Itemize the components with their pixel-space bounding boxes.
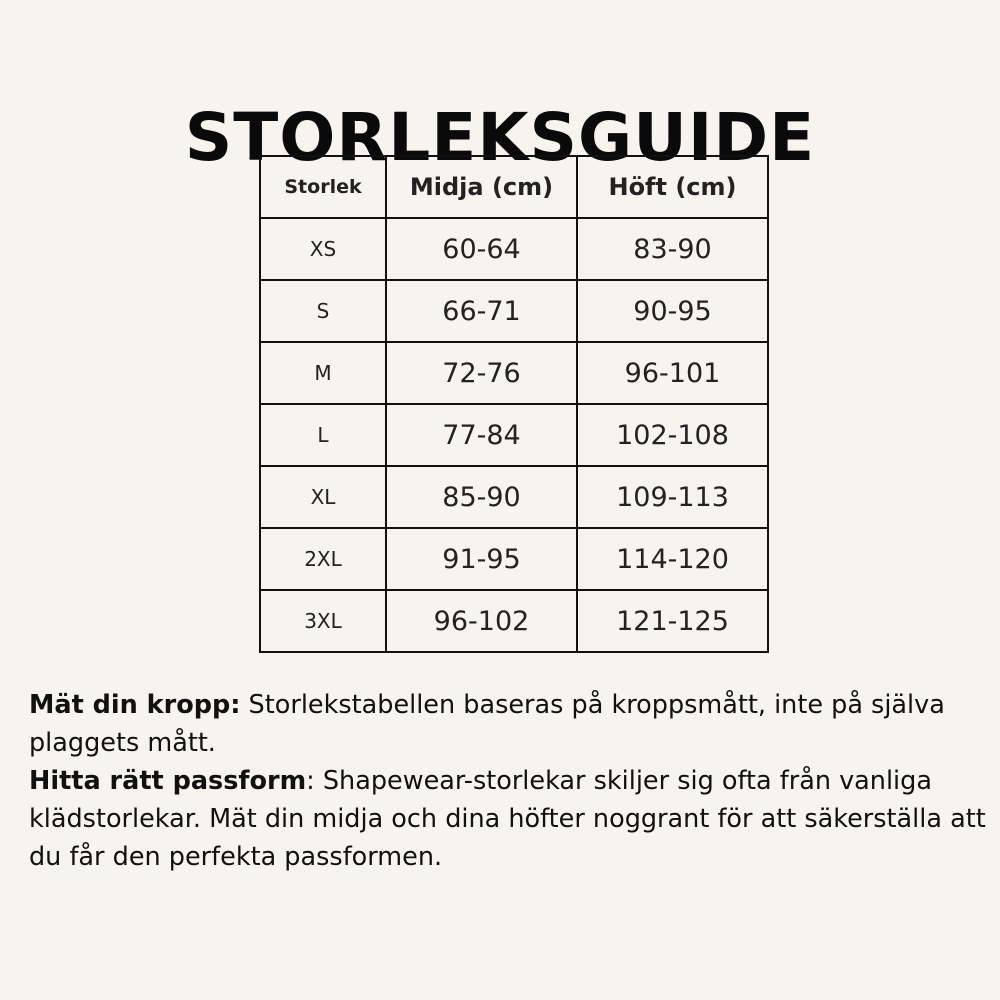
page-title: STORLEKSGUIDE (184, 99, 816, 177)
table-row (260, 218, 768, 280)
table-row (260, 280, 768, 342)
waist-cell: 60-64 (386, 218, 577, 280)
fit-text: : Shapewear-storlekar skiljer sig ofta från vanliga klädstorlekar. Mät din midja och dina höfter noggrant för att säkerställa att du får den perfekta passformen. (29, 766, 986, 872)
hip-cell: 102-108 (577, 404, 768, 466)
fit-label: Hitta rätt passform (29, 766, 307, 796)
measure-text: Storlekstabellen baseras på kroppsmått, inte på själva plaggets mått. (29, 690, 945, 758)
table-row (260, 404, 768, 466)
hip-cell: 121-125 (577, 590, 768, 652)
waist-cell: 72-76 (386, 342, 577, 404)
table-row (260, 466, 768, 528)
hip-cell: 109-113 (577, 466, 768, 528)
table-row (260, 590, 768, 652)
size-cell: XS (260, 218, 386, 280)
measure-label: Mät din kropp: (29, 690, 241, 720)
waist-cell: 77-84 (386, 404, 577, 466)
table-row (260, 342, 768, 404)
size-cell: XL (260, 466, 386, 528)
waist-cell: 66-71 (386, 280, 577, 342)
hip-cell: 114-120 (577, 528, 768, 590)
header-size: Storlek (260, 156, 386, 218)
fit-paragraph (29, 762, 999, 876)
table-header-row (260, 156, 768, 218)
size-cell: M (260, 342, 386, 404)
waist-cell: 91-95 (386, 528, 577, 590)
size-cell: S (260, 280, 386, 342)
waist-cell: 85-90 (386, 466, 577, 528)
header-waist: Midja (cm) (386, 156, 577, 218)
size-cell: 2XL (260, 528, 386, 590)
hip-cell: 90-95 (577, 280, 768, 342)
waist-cell: 96-102 (386, 590, 577, 652)
table-row (260, 528, 768, 590)
size-cell: 3XL (260, 590, 386, 652)
measure-paragraph (29, 686, 999, 762)
info-section (29, 686, 999, 876)
header-hip: Höft (cm) (577, 156, 768, 218)
size-chart-table (259, 155, 769, 653)
hip-cell: 96-101 (577, 342, 768, 404)
size-cell: L (260, 404, 386, 466)
hip-cell: 83-90 (577, 218, 768, 280)
